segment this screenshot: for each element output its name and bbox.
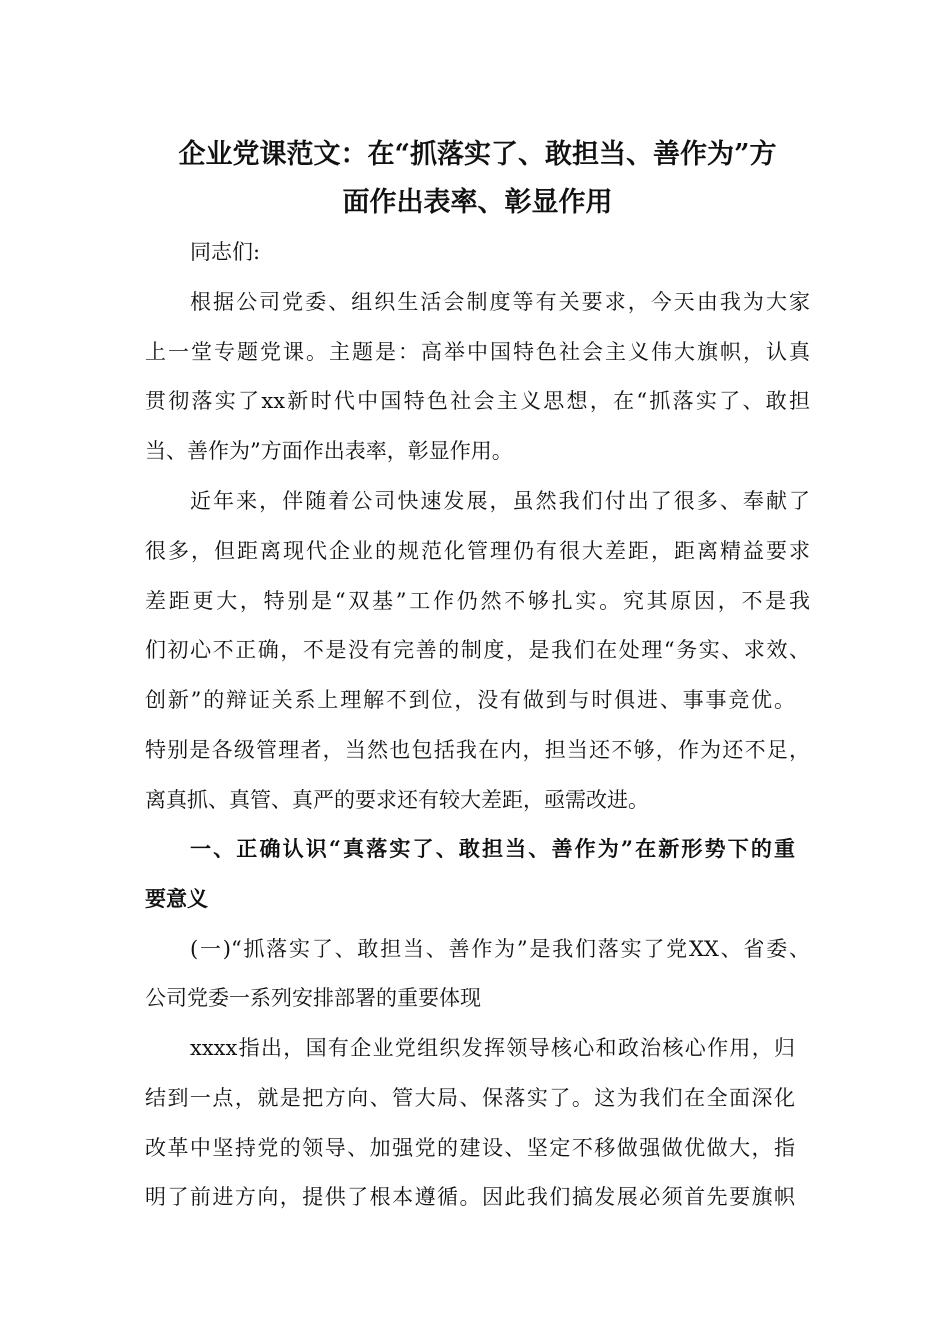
paragraph-line: 离真抓、真管、真严的要求还有较大差距，亟需改进。	[145, 788, 649, 812]
paragraph-line: xxxx指出，国有企业党组织发挥领导核心和政治核心作用，归	[190, 1036, 795, 1060]
paragraph-line: 贯彻落实了xx新时代中国特色社会主义思想，在“抓落实了、敢担	[145, 389, 810, 413]
paragraph-line: 们初心不正确，不是没有完善的制度，是我们在处理“务实、求效、	[145, 638, 810, 662]
document-title-line-1: 企业党课范文：在“抓落实了、敢担当、善作为”方	[178, 139, 777, 170]
section-heading-line-1: 一、正确认识“真落实了、敢担当、善作为”在新形势下的重	[190, 836, 795, 861]
subsection-heading-line-2: 公司党委一系列安排部署的重要体现	[145, 986, 481, 1010]
paragraph-line: 结到一点，就是把方向、管大局、保落实了。这为我们在全面深化	[145, 1086, 795, 1110]
paragraph-line: 近年来，伴随着公司快速发展，虽然我们付出了很多、奉献了	[190, 489, 810, 513]
paragraph-line: 当、善作为”方面作出表率，彰显作用。	[145, 439, 513, 463]
paragraph-line: 上一堂专题党课。主题是：高举中国特色社会主义伟大旗帜，认真	[145, 340, 810, 364]
paragraph-line: 特别是各级管理者，当然也包括我在内，担当还不够，作为还不足，	[145, 738, 810, 762]
salutation: 同志们:	[190, 240, 261, 264]
paragraph-line: 明了前进方向，提供了根本遵循。因此我们搞发展必须首先要旗帜	[145, 1185, 795, 1209]
paragraph-line: 创新”的辩证关系上理解不到位，没有做到与时俱进、事事竞优。	[145, 688, 795, 712]
paragraph-line: 改革中坚持党的领导、加强党的建设、坚定不移做强做优做大，指	[145, 1136, 795, 1160]
subsection-heading-line-1: (一)“抓落实了、敢担当、善作为”是我们落实了党XX、省委、	[190, 937, 810, 961]
paragraph-line: 根据公司党委、组织生活会制度等有关要求，今天由我为大家	[190, 290, 810, 314]
document-title-line-2: 面作出表率、彰显作用	[342, 187, 613, 218]
paragraph-line: 很多，但距离现代企业的规范化管理仍有很大差距，距离精益要求	[145, 539, 810, 563]
section-heading-line-2: 要意义	[145, 886, 208, 911]
paragraph-line: 差距更大，特别是“双基”工作仍然不够扎实。究其原因，不是我	[145, 589, 810, 613]
